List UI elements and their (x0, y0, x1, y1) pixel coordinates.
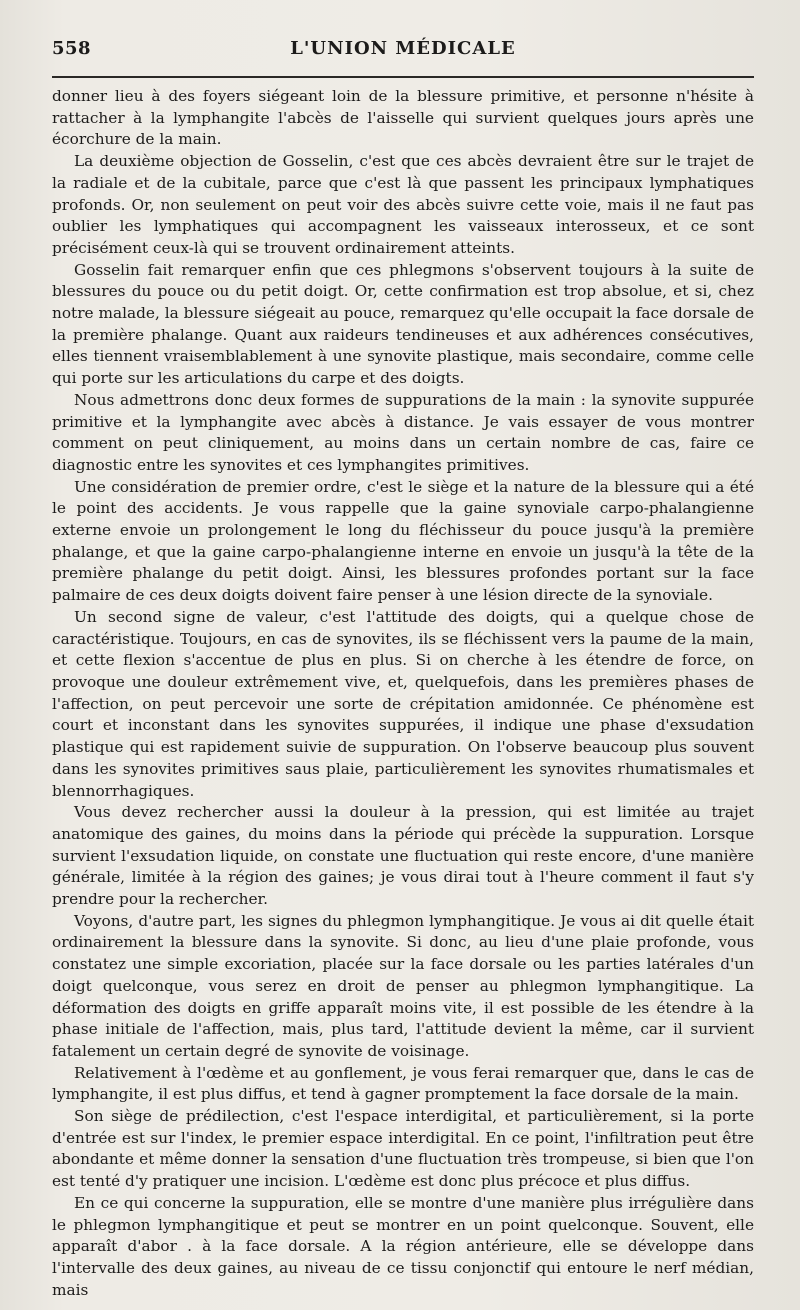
header-rule (52, 76, 754, 78)
paragraph: donner lieu à des foyers siégeant loin de la blessure primitive, et personne n'hésite à rattacher à la lymphangite l'abcès de l'aisselle qui survient quelques jours après une écorchure de la main. (52, 87, 754, 149)
paragraph: Voyons, d'autre part, les signes du phlegmon lymphangitique. Je vous ai dit quelle était ordinairement la blessure dans la synovite. Si donc, au lieu d'une plaie profonde, vous constatez une simple excoriation, placée sur la face dorsale ou les parties latérales d'un doigt quelconque, vous serez en droit de penser au phlegmon lymphangitique. La déformation des doigts en griffe apparaît moins vite, il est possible de les étendre à la phase initiale de l'affection, mais, plus tard, l'attitude devient la même, car il survient fatalement un certain degré de synovite de voisinage. (52, 911, 754, 1060)
paragraph: Nous admettrons donc deux formes de suppurations de la main : la synovite suppurée primitive et la lymphangite avec abcès à distance. Je vais essayer de vous montrer comment on peut cliniquement, au moins dans un certain nombre de cas, faire ce diagnostic entre les synovites et ces lymphangites primitives. (52, 390, 754, 474)
running-title: L'UNION MÉDICALE (290, 38, 516, 59)
paragraph: Son siège de prédilection, c'est l'espace interdigital, et particulièrement, si la porte d'entrée est sur l'index, le premier espace interdigital. En ce point, l'infiltration peut être abondante et même donner la sensation d'une fluctuation très trompeuse, si bien que l'on est tenté d'y pratiquer une incision. L'œdème est donc plus précoce et plus diffus. (52, 1107, 754, 1191)
paragraph: Gosselin fait remarquer enfin que ces phlegmons s'observent toujours à la suite de blessures du pouce ou du petit doigt. Or, cette confirmation est trop absolue, et si, chez notre malade, la blessure siégeait au pouce, remarquez qu'elle occupait la face dorsale de la première phalange. Quant aux raideurs tendineuses et aux adhérences consécutives, elles tiennent vraisemblablement à une synovite plastique, mais secondaire, comme celle qui porte sur les articulations du carpe et des doigts. (52, 260, 754, 388)
paragraph: Une considération de premier ordre, c'est le siège et la nature de la blessure qui a été le point des accidents. Je vous rappelle que la gaine synoviale carpo-phalangienne externe envoie un prolongement le long du fléchisseur du pouce jusqu'à la première phalange, et que la gaine carpo-phalangienne interne en envoie un jusqu'à la tête de la première phalange du petit doigt. Ainsi, les blessures profondes portant sur la face palmaire de ces deux doigts doivent faire penser à une lésion directe de la synoviale. (52, 477, 754, 605)
page-number: 558 (52, 38, 92, 59)
paragraph: Un second signe de valeur, c'est l'attitude des doigts, qui a quelque chose de caractéristique. Toujours, en cas de synovites, ils se fléchissent vers la paume de la main, et cette flexion s'accentue de plus en plus. Si on cherche à les étendre de force, on provoque une douleur extrêmement vive, et, quelquefois, dans les premières phases de l'affection, on peut percevoir une sorte de crépitation amidonnée. Ce phénomène est court et inconstant dans les synovites suppurées, il indique une phase d'exsudation plastique qui est rapidement suivie de suppuration. On l'observe beaucoup plus souvent dans les synovites primitives saus plaie, particulièrement les synovites rhumatismales et blennorrhagiques. (52, 607, 754, 800)
page-header (52, 38, 754, 74)
paragraph: Vous devez rechercher aussi la douleur à la pression, qui est limitée au trajet anatomique des gaines, du moins dans la période qui précède la suppuration. Lorsque survient l'exsudation liquide, on constate une fluctuation qui reste encore, d'une manière générale, limitée à la région des gaines; je vous dirai tout à l'heure comment il faut s'y prendre pour la rechercher. (52, 803, 754, 909)
paragraph: Relativement à l'œdème et au gonflement, je vous ferai remarquer que, dans le cas de lymphangite, il est plus diffus, et tend à gagner promptement la face dorsale de la main. (52, 1063, 754, 1104)
paragraph: En ce qui concerne la suppuration, elle se montre d'une manière plus irrégulière dans le phlegmon lymphangitique et peut se montrer en un point quelconque. Souvent, elle apparaît d'abor . à la face dorsale. A la région antérieure, elle se développe dans l'intervalle des deux gaines, au niveau de ce tissu conjonctif qui entoure le nerf médian, mais (52, 1193, 754, 1299)
paragraph: La deuxième objection de Gosselin, c'est que ces abcès devraient être sur le trajet de la radiale et de la cubitale, parce que c'est là que passent les principaux lymphatiques profonds. Or, non seulement on peut voir des abcès suivre cette voie, mais il ne faut pas oublier les lymphatiques qui accompagnent les vaisseaux interosseux, et ce sont précisément ceux-là qui se trouvent ordinairement atteints. (52, 152, 754, 257)
body-text (52, 86, 754, 1301)
